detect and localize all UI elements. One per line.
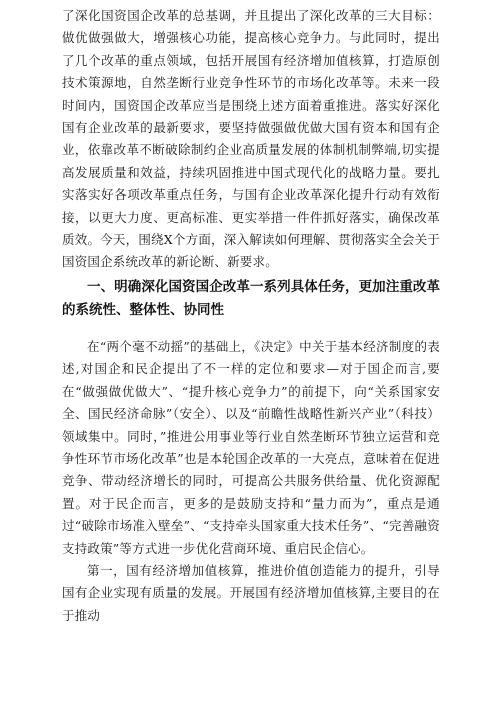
first-point-paragraph: 第一，国有经济增加值核算，推进价值创造能力的提升，引导国有企业实现有质量的发展。开展国有经济增加值核算,主要目的在于推动 bbox=[62, 562, 440, 623]
section-gap bbox=[62, 322, 440, 336]
section-heading: 一、明确深化国资国企改革一系列具体任务，更加注重改革的系统性、整体性、协同性 bbox=[62, 278, 440, 318]
intro-paragraph: 了深化国资国企改革的总基调，并且提出了深化改革的三大目标：做优做强做大，增强核心功能，提高核心竞争力。与此同时，提出了几个改革的重点领域，包括开展国有经济增加值核算，打造原创技术策源地，自然垄断行业竞争性环节的市场化改革等。未来一段时间内，国资国企改革应当是围绕上述方面着重推进。落实好深化国有企业改革的最新要求，要坚持做强做优做大国有资本和国有企业，依靠改革不断破除制约企业高质量发展的体制机制弊端,切实提高发展质量和效益，持续巩固推进中国式现代化的战略力量。要扎实落实好各项改革重点任务，与国有企业改革深化提升行动有效衔接，以更大力度、更高标准、更实举措一件件抓好落实，确保改革质效。今天，围绕X个方面，深入解读如何理解、贯彻落实全会关于国资国企系统改革的新论断、新要求。 bbox=[62, 8, 440, 270]
section-paragraph: 在“两个毫不动摇”的基础上，《决定》中关于基本经济制度的表述,对国企和民企提出了不一样的定位和要求—对于国企而言,要在“做强做优做大”、“提升核心竞争力”的前提下，向“关系国家安全、国民经济命脉”（安全）、以及“前瞻性战略性新兴产业”（科技）领域集中。同时，”推进公用事业等行业自然垄断环节独立运营和竞争性环节市场化改革”也是本轮国企改革的一大亮点，意味着在促进竞争、带动经济增长的同时，可提高公共服务供给量、优化资源配置。对于民企而言，更多的是鼓励支持和“量力而为”，重点是通过“破除市场准入壁垒”、“支持牵头国家重大技术任务”、“完善融资支持政策”等方式进一步优化营商环境、重启民企信心。 bbox=[62, 338, 440, 556]
